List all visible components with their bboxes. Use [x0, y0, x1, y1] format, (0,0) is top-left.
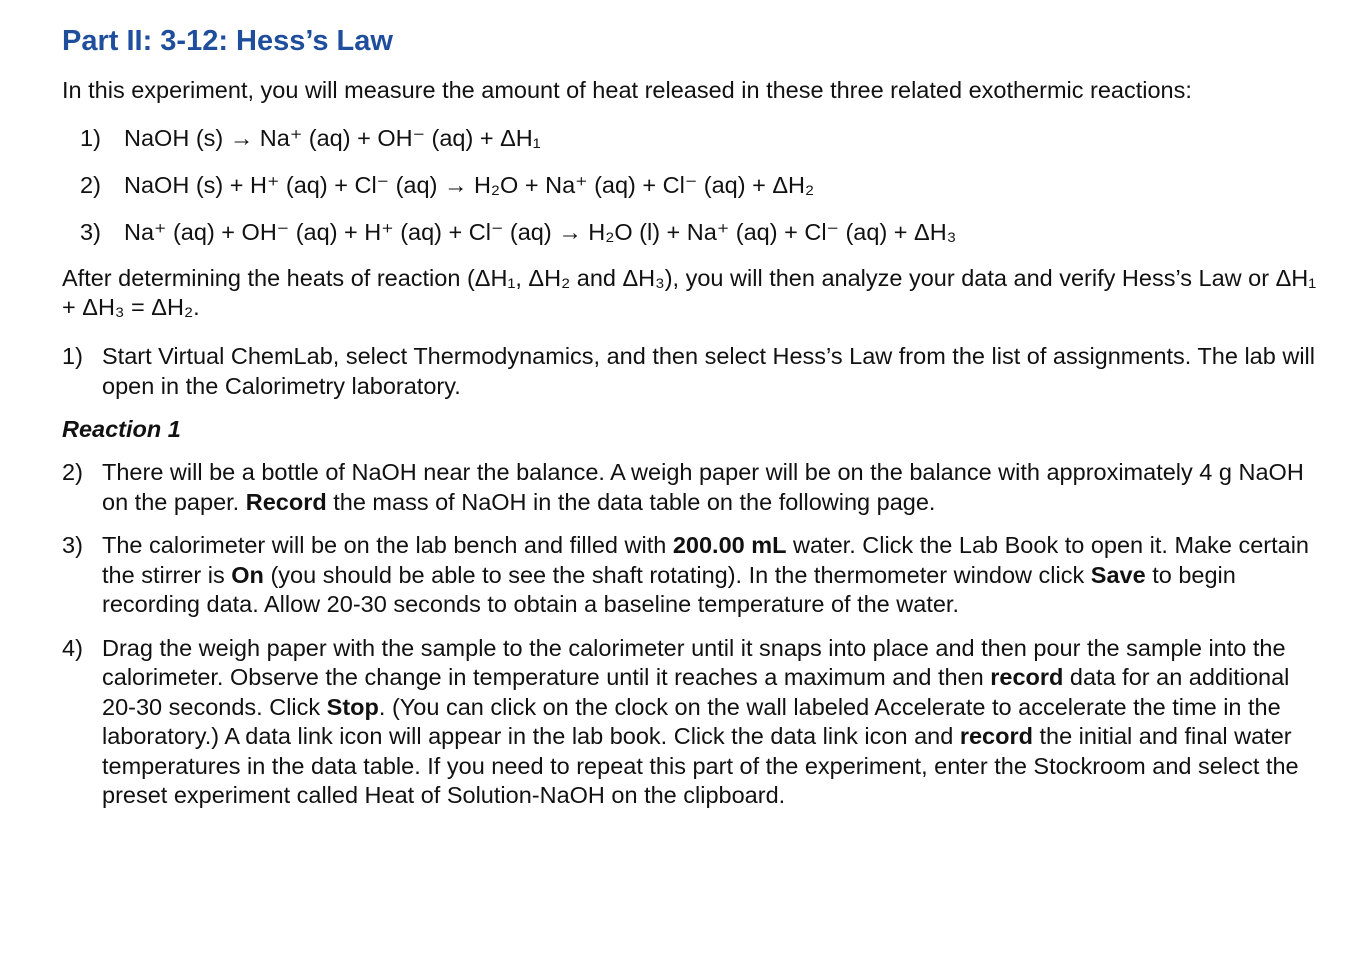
step-text-run: . (You can click on the clock on the wall labeled Accelerate to accelerate the time in the laboratory.) A data link icon will appear in the lab book. Click the data link icon and [102, 693, 1281, 749]
reaction-item [80, 162, 1324, 209]
step-text-run: Drag the weigh paper with the sample to the calorimeter until it snaps into place and then pour the sample into the calorimeter. Observe the change in temperature until it reaches a maximum and then [102, 634, 1286, 690]
step-bold-run: record [990, 664, 1064, 690]
step-text-run: to begin recording data. Allow 20-30 seconds to obtain a baseline temperature of the water. [102, 561, 1236, 617]
intro-paragraph: In this experiment, you will measure the amount of heat released in these three related exothermic reactions: [62, 77, 1192, 103]
reaction-1-heading: Reaction 1 [62, 416, 181, 442]
reaction-number: 2) [80, 172, 101, 198]
step-text [102, 634, 1324, 811]
step-2 [62, 458, 1324, 517]
step-number: 3) [62, 532, 83, 558]
document-page [62, 22, 1324, 825]
step-bold-run: 200.00 mL [672, 532, 787, 558]
step-bold-run: Record [245, 488, 327, 515]
step-bold-run: Stop [326, 693, 379, 720]
reaction-item [80, 209, 1324, 256]
reaction-number: 3) [80, 219, 101, 245]
step-text-run: (you should be able to see the shaft rotating). In the thermometer window click [263, 561, 1091, 588]
step-text-run: water. Click the Lab Book to open it. Make certain the stirrer is [102, 532, 1309, 588]
step-text-run: the mass of NaOH in the data table on the following page. [326, 488, 936, 515]
reaction-list [62, 115, 1324, 256]
step-text-run: The calorimeter will be on the lab bench and filled with [102, 532, 673, 558]
page-title: Part II: 3-12: Hess’s Law [62, 25, 393, 57]
step-text: Start Virtual ChemLab, select Thermodynamics, and then select Hess’s Law from the list of assignments. The lab will open in the Calorimetry laboratory. [102, 343, 1315, 399]
step-text-run: the initial and final water temperatures in the data table. If you need to repeat this part of the experiment, enter the Stockroom and select the preset experiment called Heat of Solution-NaOH on the clipboard. [102, 723, 1299, 808]
step-text [102, 458, 1324, 517]
reaction-equation: NaOH (s) + H⁺ (aq) + Cl⁻ (aq) → H₂O + Na⁺ (aq) + Cl⁻ (aq) + ΔH₂ [124, 172, 815, 198]
step-bold-run: On [231, 561, 264, 588]
reaction-equation: NaOH (s) → Na⁺ (aq) + OH⁻ (aq) + ΔH₁ [124, 125, 541, 151]
step-text-run: There will be a bottle of NaOH near the balance. A weigh paper will be on the balance with approximately 4 g NaOH on the paper. [102, 459, 1304, 515]
reaction-equation: Na⁺ (aq) + OH⁻ (aq) + H⁺ (aq) + Cl⁻ (aq) → H₂O (l) + Na⁺ (aq) + Cl⁻ (aq) + ΔH₃ [124, 219, 957, 245]
step-bold-run: record [959, 723, 1033, 749]
hess-law-paragraph: After determining the heats of reaction (ΔH₁, ΔH₂ and ΔH₃), you will then analyze your data and verify Hess’s Law or ΔH₁ + ΔH₃ = ΔH₂. [62, 265, 1317, 320]
reaction-item [80, 115, 1324, 162]
step-number: 1) [62, 343, 83, 369]
step-3 [62, 531, 1324, 620]
step-bold-run: Save [1090, 561, 1146, 588]
step-number: 4) [62, 634, 83, 661]
step-text-run: data for an additional 20-30 seconds. Click [102, 664, 1290, 720]
step-number: 2) [62, 459, 83, 485]
step-1 [62, 342, 1324, 401]
step-text [102, 531, 1324, 620]
reaction-number: 1) [80, 125, 101, 151]
step-4 [62, 634, 1324, 811]
